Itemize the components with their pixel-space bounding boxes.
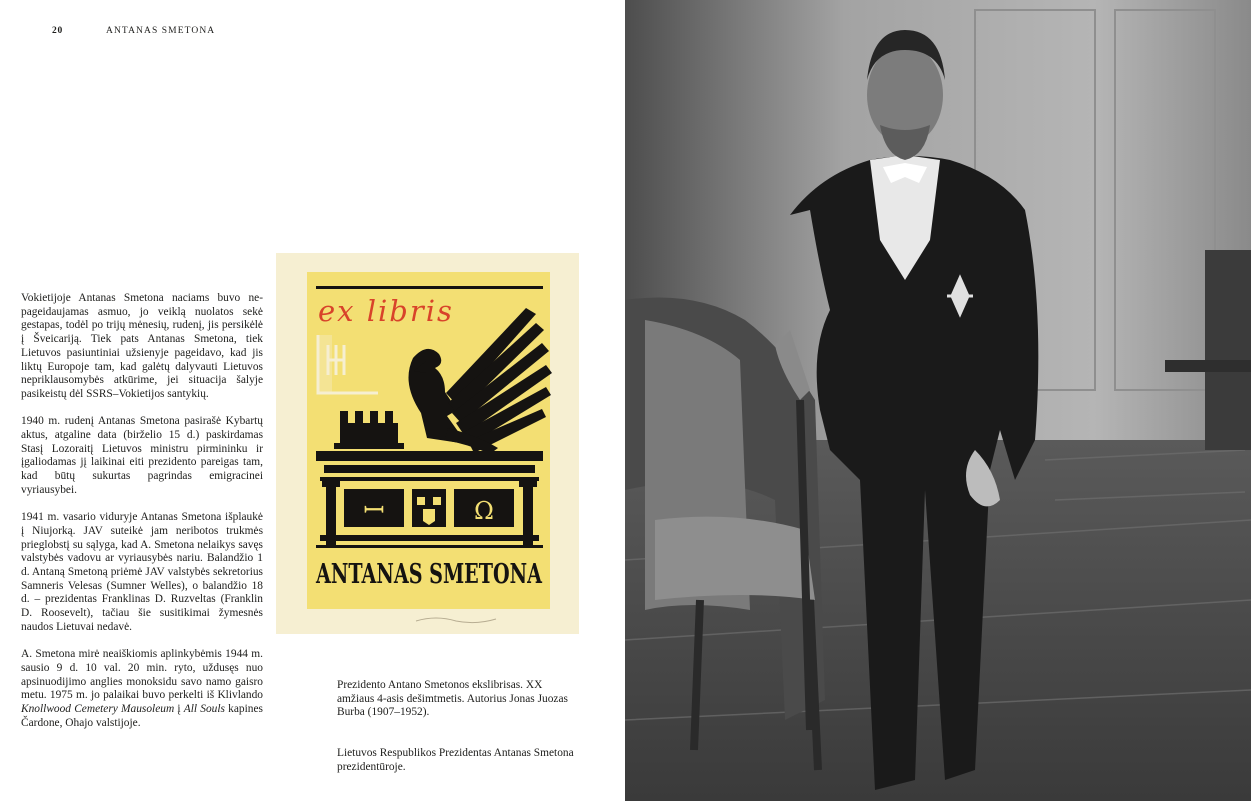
paragraph-4-text-b: į <box>177 703 181 716</box>
exlibris-owner-name: ANTANAS SMETONA <box>315 559 543 590</box>
exlibris-artwork <box>276 253 579 634</box>
exlibris-plate <box>276 253 579 634</box>
paragraph-4-text-a: A. Smetona mirė neaiškiomis aplinkybėmis 1944 m. sausio 9 d. 10 val. 20 min. ryto, uždusęs nuo apsinuodijimo anglies monoksidu savo namo gaisro metu. 1975 m. jo palaikai buvo perkelti iš Klivlando <box>21 648 263 702</box>
body-text <box>21 292 263 744</box>
monogram-shade <box>318 335 332 393</box>
paragraph-4-text-c: kapines Čardone, Ohajo valstijoje. <box>21 703 263 729</box>
page-number: 20 <box>52 26 64 36</box>
portrait-illustration <box>625 0 1251 801</box>
top-rule <box>316 286 543 289</box>
photo-caption: Lietuvos Respublikos Prezidentas Antanas Smetona prezidentūroje. <box>337 747 574 773</box>
left-page <box>0 0 625 801</box>
panel-left-glyph: ꟷ <box>363 496 385 526</box>
cemetery-name-2: All Souls <box>183 703 225 716</box>
exlibris-caption: Prezidento Antano Smetonos ekslibrisas. XX amžiaus 4-asis dešimtmetis. Autorius Jonas Juozas Burba (1907–1952). <box>337 679 568 719</box>
portrait-photo <box>625 0 1251 801</box>
running-title: ANTANAS SMETONA <box>106 26 216 36</box>
paragraph-4 <box>21 648 263 730</box>
cemetery-name: Knollwood Cemetery Mausoleum <box>21 703 175 716</box>
paragraph-3: 1941 m. vasario viduryje Antanas Smetona išplaukė į Niujorką. JAV suteikė jam neribotos trukmės prieglobstį su sąlyga, kad A. Smetona nelaikys savęs valstybės vadovu ar vyriausybės nariu. Balandžio 1 d. Antaną Smetoną priėmė JAV valstybės sekretorius Samneris Velesas (Sumner Welles), o balandžio 18 d. – prezidentas Franklinas D. Ruzveltas (Franklin D. Roosevelt), tačiau šie susitikimai žymesnės naudos Lietuvai nedavė. <box>21 511 263 633</box>
panel-right-glyph: Ω <box>474 497 494 525</box>
paragraph-2: 1940 m. rudenį Antanas Smetona pasirašė Kybartų aktus, atgaline data (birželio 15 d.) paskirdamas Stasį Lozoraitį Lietuvos ministru pirmininku ir įgaliodamas jį laikinai eiti prezidento pareigas tam, kad būtų sukurtas pagrindas emigracinei vyriausybei. <box>21 415 263 496</box>
exlibris-title: ex libris <box>318 294 454 328</box>
paragraph-1: Vokietijoje Antanas Smetona naciams buvo nepageidaujamas asmuo, jo veiklą nuolatos sekė gestapas, todėl po trijų mėnesių, rudenį, jis persikėlė į Šveicariją. Tiek pats Antanas Smetona, tiek Lietuvos pasiuntiniai užsienyje pageidavo, kad jis liktų Europoje tam, kad galėtų dalyvauti Lietuvos nepriklausomybės atkūrime, jei situacija šalyje pasikeistų dėl SSRS–Vokietijos santykių. <box>21 292 263 400</box>
